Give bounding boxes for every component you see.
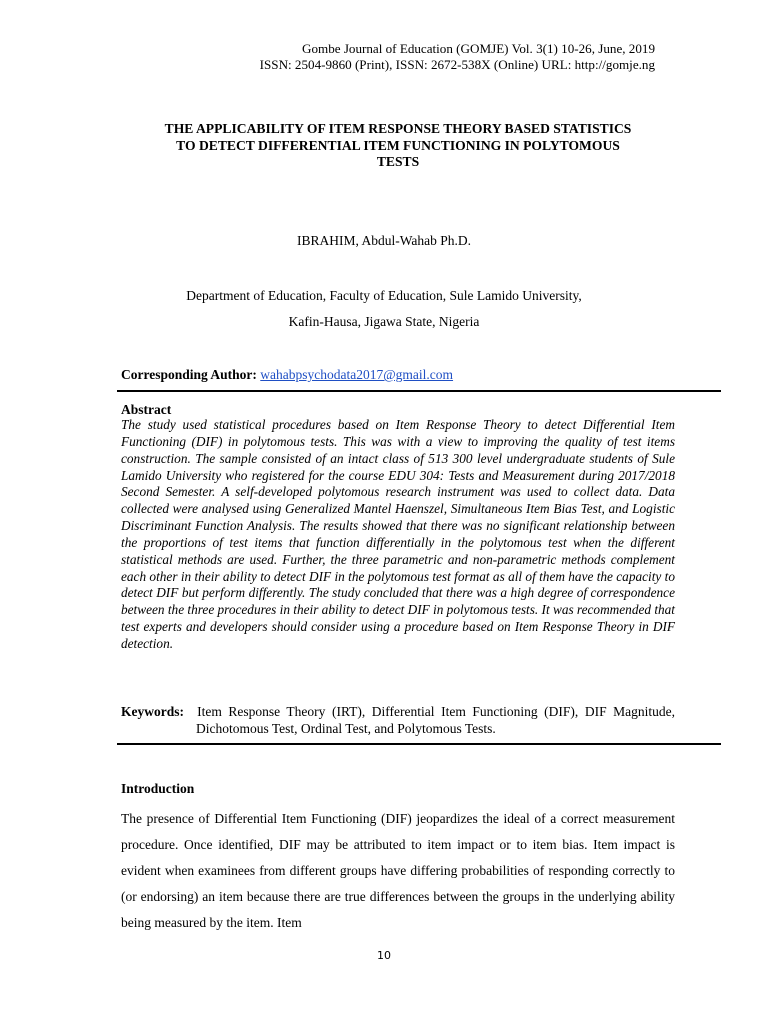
title-line-1: THE APPLICABILITY OF ITEM RESPONSE THEORY BASED STATISTICS <box>164 121 632 136</box>
corresponding-author-email-link[interactable]: wahabpsychodata2017@gmail.com <box>260 367 454 382</box>
affiliation-line-2: Kafin-Hausa, Jigawa State, Nigeria <box>288 314 480 329</box>
abstract-text: The study used statistical procedures based on Item Response Theory to detect Differential Item Functioning (DIF) in polytomous tests. This was with a view to improving the quality of test items construction. The sample consisted of an intact class of 513 300 level undergraduate students of Sule Lamido University who registered for the course EDU 304: Tests and Measurement during 2017/2018 Second Semester. A self-developed polytomous research instrument was used to collect data. Data collected were analysed using Generalized Mantel Haenszel, Simultaneous Item Bias Test, and Logistic Discriminant Function Analysis. The results showed that there was no significant relationship between the proportions of test items that function differentially in the polytomous test when the different statistical methods are used. Further, the three parametric and non-parametric methods complement each other in their ability to detect DIF in the polytomous test format as all of them have the capacity to detect DIF but perform differently. The study concluded that there was a high degree of correspondence between the three procedures in their ability to detect DIF in polytomous tests. It was recommended that test experts and developers should consider using a procedure based on Item Response Theory in DIF detection. <box>121 417 675 651</box>
paper-title <box>118 121 678 171</box>
journal-issn-url: ISSN: 2504-9860 (Print), ISSN: 2672-538X (Online) URL: http://gomje.ng <box>259 57 655 72</box>
abstract-bottom-divider <box>117 743 721 745</box>
title-line-3: TESTS <box>376 154 420 169</box>
keywords <box>121 704 675 737</box>
journal-citation: Gombe Journal of Education (GOMJE) Vol. 3(1) 10-26, June, 2019 <box>302 41 655 56</box>
author-name: IBRAHIM, Abdul-Wahab Ph.D. <box>296 233 472 248</box>
corresponding-author <box>121 367 453 383</box>
journal-header <box>120 41 655 73</box>
keywords-label: Keywords: <box>121 704 184 719</box>
affiliation-line-1: Department of Education, Faculty of Education, Sule Lamido University, <box>186 288 582 303</box>
abstract-heading: Abstract <box>121 402 172 417</box>
introduction-heading: Introduction <box>121 781 195 796</box>
keywords-text: Item Response Theory (IRT), Differential Item Functioning (DIF), DIF Magnitude, Dichotomous Test, Ordinal Test, and Polytomous Tests. <box>196 704 675 736</box>
corresponding-author-label: Corresponding Author: <box>121 367 257 382</box>
title-line-2: TO DETECT DIFFERENTIAL ITEM FUNCTIONING IN POLYTOMOUS <box>176 137 620 153</box>
page-number: 10 <box>377 949 391 962</box>
introduction-text: The presence of Differential Item Functioning (DIF) jeopardizes the ideal of a correct measurement procedure. Once identified, DIF may be attributed to item impact or to item bias. Item impact is evident when examinees from different groups have differing probabilities of responding correctly to (or endorsing) an item because there are true differences between the groups in the underlying ability being measured by the item. Item <box>121 811 675 930</box>
abstract-top-divider <box>117 390 721 392</box>
